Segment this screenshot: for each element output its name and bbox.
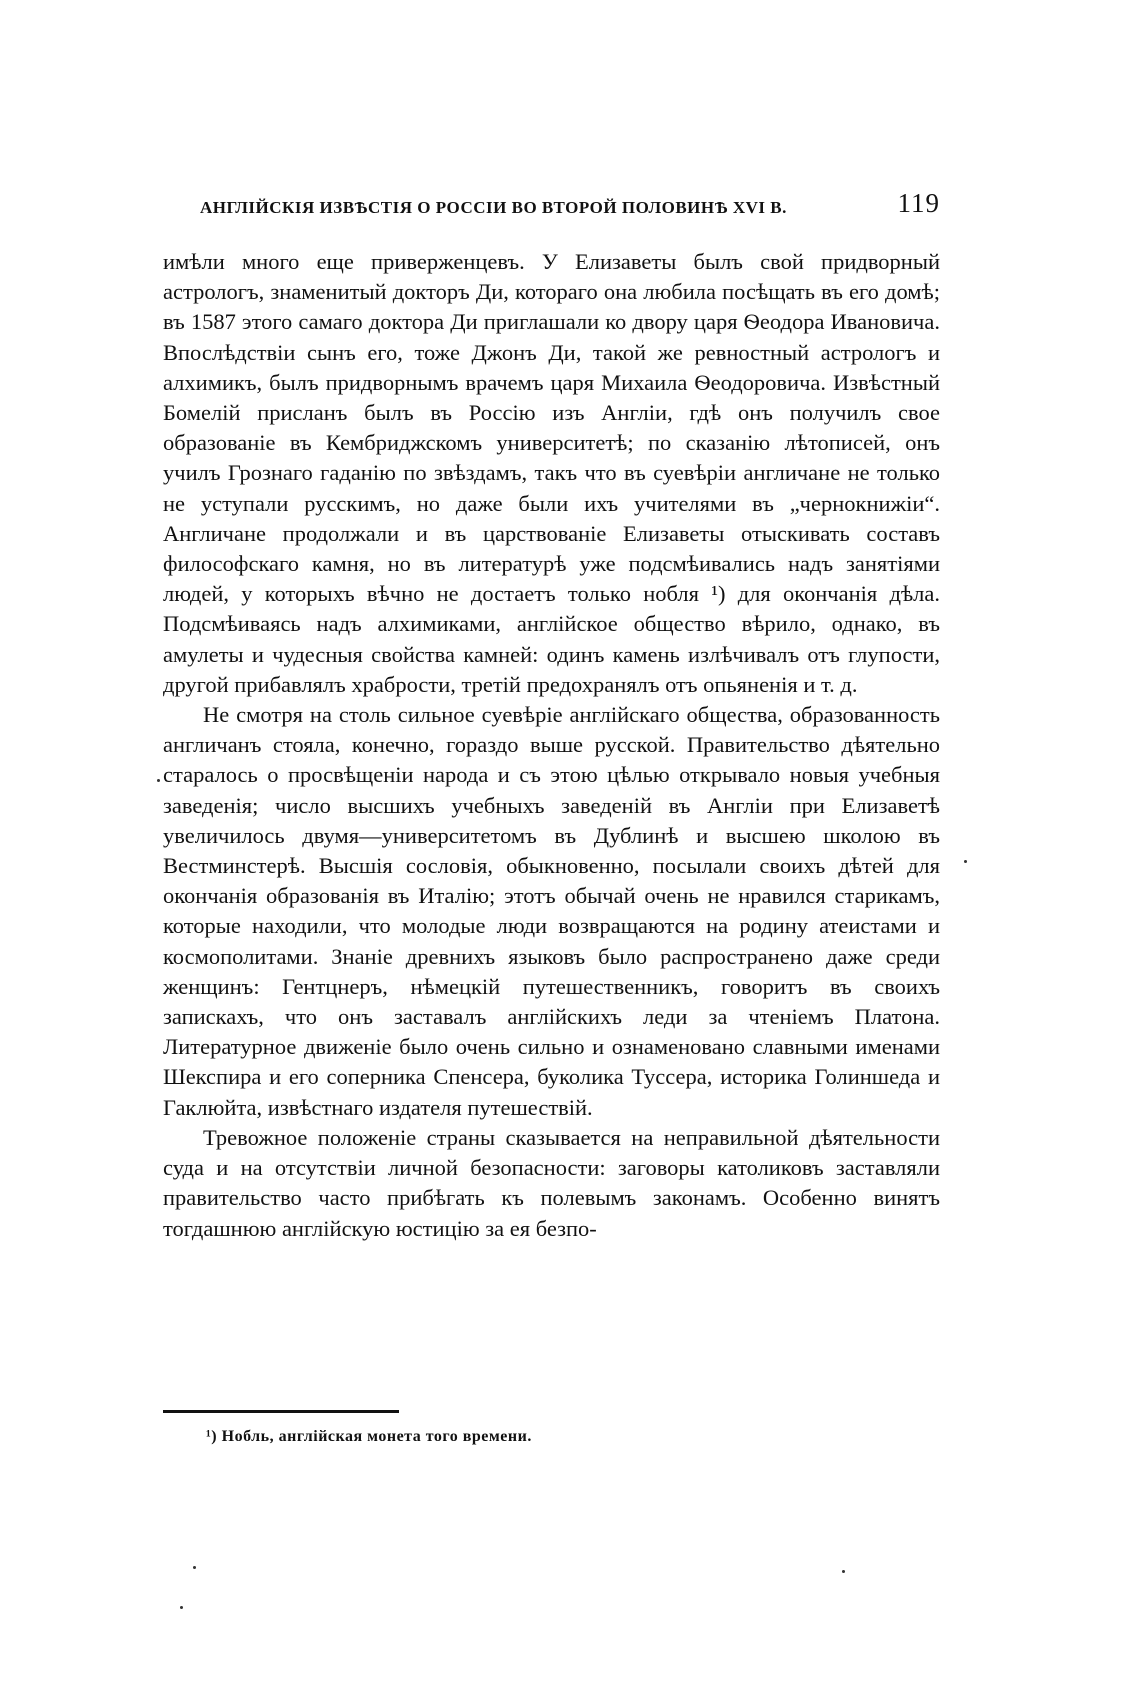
scan-speck	[180, 1606, 183, 1609]
body-text	[163, 247, 940, 1244]
scan-speck	[193, 1566, 196, 1569]
scan-speck	[964, 860, 967, 863]
footnote-marker: ¹)	[206, 1428, 218, 1445]
scan-speck	[157, 779, 160, 782]
paragraph-3: Тревожное положеніе страны сказывается на неправильной дѣятельности суда и на отсутствіи личной безопасности: заговоры католиковъ заставляли правительство часто прибѣгать къ полевымъ законамъ. Особенно винятъ тогдашнюю англійскую юстицію за ея безпо-	[163, 1124, 940, 1241]
page-header	[200, 188, 940, 228]
running-title: АНГЛІЙСКІЯ ИЗВѢСТІЯ О РОССІИ ВО ВТОРОЙ ПОЛОВИНѢ XVI В.	[200, 198, 787, 217]
page-number: 119	[897, 188, 940, 218]
footnote-text: Нобль, англійская монета того времени.	[221, 1428, 532, 1445]
scan-speck	[842, 1570, 845, 1573]
paragraph-1: имѣли много еще приверженцевъ. У Елизаветы былъ свой придворный астрологъ, знаменитый докторъ Ди, котораго она любила посѣщать въ его домѣ; въ 1587 этого самаго доктора Ди приглашали ко двору царя Ѳеодора Ивановича. Впослѣдствіи сынъ его, тоже Джонъ Ди, такой же ревностный астрологъ и алхимикъ, былъ придворнымъ врачемъ царя Михаила Ѳеодоровича. Извѣстный Бомелій присланъ былъ въ Россію изъ Англіи, гдѣ онъ получилъ свое образованіе въ Кембриджскомъ университетѣ; по сказанію лѣтописей, онъ училъ Грознаго гаданію по звѣздамъ, такъ что въ суевѣріи англичане не только не уступали русскимъ, но даже были ихъ учителями въ „чернокнижіи“. Англичане продолжали и въ царствованіе Елизаветы отыскивать составъ философскаго камня, но въ литературѣ уже подсмѣивались надъ занятіями людей, у которыхъ вѣчно не достаетъ только нобля ¹) для окончанія дѣла. Подсмѣиваясь надъ алхимиками, англійское общество вѣрило, однако, въ амулеты и чудесныя свойства камней: одинъ камень излѣчивалъ отъ глупости, другой прибавлялъ храбрости, третій предохранялъ отъ опьяненія и т. д.	[163, 249, 940, 697]
footnote	[206, 1428, 532, 1446]
footnote-divider	[163, 1410, 399, 1413]
paragraph-2: Не смотря на столь сильное суевѣріе англійскаго общества, образованность англичанъ стояла, конечно, гораздо выше русской. Правительство дѣятельно старалось о просвѣщеніи народа и съ этою цѣлью открывало новыя учебныя заведенія; число высшихъ учебныхъ заведеній въ Англіи при Елизаветѣ увеличилось двумя—университетомъ въ Дублинѣ и высшею школою въ Вестминстерѣ. Высшія сословія, обыкновенно, посылали своихъ дѣтей для окончанія образованія въ Италію; этотъ обычай очень не нравился старикамъ, которые находили, что молодые люди возвращаются на родину атеистами и космополитами. Знаніе древнихъ языковъ было распространено даже среди женщинъ: Гентцнеръ, нѣмецкій путешественникъ, говоритъ въ своихъ запискахъ, что онъ заставалъ англійскихъ леди за чтеніемъ Платона. Литературное движеніе было очень сильно и ознаменовано славными именами Шекспира и его соперника Спенсера, буколика Туссера, историка Голиншеда и Гаклюйта, извѣстнаго издателя путешествій.	[163, 702, 940, 1120]
